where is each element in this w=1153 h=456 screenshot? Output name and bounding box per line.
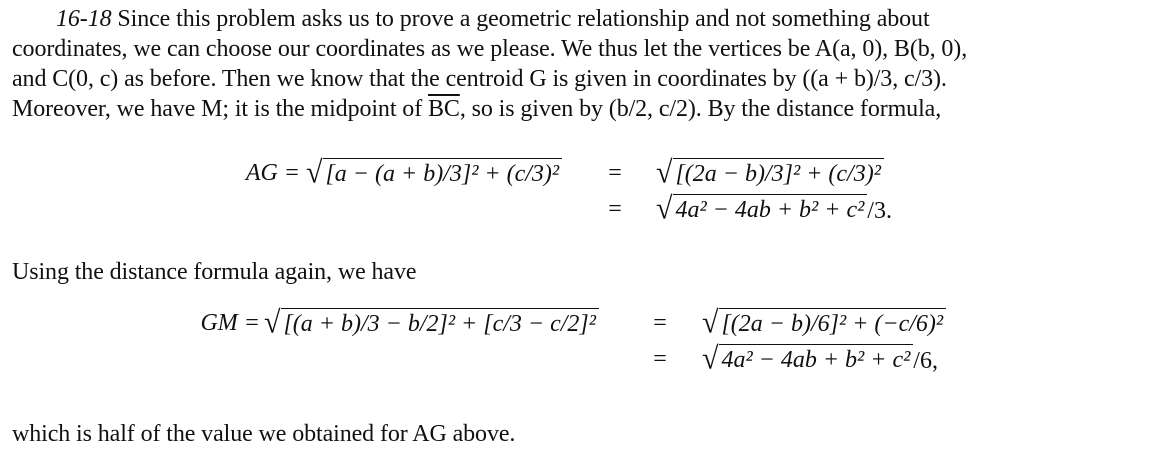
equation-ag-row2-equals: =: [608, 196, 622, 222]
sqrt-gm-row1-right: [702, 305, 946, 340]
sqrt-ag-row1-left: [306, 155, 562, 190]
equation-ag-row1-right: [656, 155, 884, 190]
problem-label: 16-18: [56, 6, 112, 32]
equation-gm-row1-equals: =: [653, 310, 667, 336]
radicand-ag-row2: 4a² − 4ab + b² + c²: [673, 194, 867, 223]
sqrt-gm-row2: [702, 341, 913, 376]
radicand-ag-row1-right: [(2a − b)/3]² + (c/3)²: [673, 158, 883, 187]
equation-ag-row2-after: /3.: [867, 198, 892, 224]
equation-gm: [0, 305, 1153, 380]
closing-paragraph: [12, 419, 1142, 449]
radical-sign: √: [656, 191, 673, 226]
closing-text: which is half of the value we obtained for AG above.: [12, 421, 516, 447]
equation-gm-row2-equals: =: [653, 346, 667, 372]
segment-bc-overline: $\overline{BC}$: [428, 96, 460, 122]
equation-ag-row1-left: [306, 155, 562, 190]
radical-sign: √: [656, 155, 673, 190]
equation-gm-row2: [702, 341, 938, 376]
radicand-gm-row1-left: [(a + b)/3 − b/2]² + [c/3 − c/2]²: [281, 308, 599, 337]
radicand-gm-row1-right: [(2a − b)/6]² + (−c/6)²: [719, 308, 946, 337]
intro-line-4: [12, 94, 1142, 124]
middle-paragraph: [12, 257, 1142, 287]
intro-line-1: [12, 4, 1142, 34]
equation-gm-lhs: GM =: [200, 310, 260, 336]
equation-ag-lhs: AG =: [245, 160, 300, 186]
radical-sign: √: [264, 305, 281, 340]
intro-line-2: coordinates, we can choose our coordinates as we please. We thus let the vertices be A(a, 0), B(b, 0),: [12, 36, 968, 62]
equation-gm-row1-left: [264, 305, 599, 340]
middle-text: Using the distance formula again, we have: [12, 259, 417, 285]
radicand-ag-row1-left: [a − (a + b)/3]² + (c/3)²: [323, 158, 562, 187]
sqrt-gm-row1-left: [264, 305, 599, 340]
sqrt-ag-row1-right: [656, 155, 884, 190]
intro-line-3: and C(0, c) as before. Then we know that the centroid G is given in coordinates by ((a + b)/3, c/3).: [12, 66, 947, 92]
intro-paragraph: [12, 4, 1142, 124]
radical-sign: √: [306, 155, 323, 190]
equation-gm-row1-right: [702, 305, 946, 340]
radicand-gm-row2: 4a² − 4ab + b² + c²: [719, 344, 913, 373]
radical-sign: √: [702, 305, 719, 340]
equation-gm-row2-after: /6,: [913, 348, 938, 374]
radical-sign: √: [702, 341, 719, 376]
intro-line-1-text: Since this problem asks us to prove a geometric relationship and not something about: [111, 6, 930, 32]
equation-ag-row2: [656, 191, 892, 226]
intro-line-4-pre: Moreover, we have M; it is the midpoint of: [12, 96, 428, 122]
equation-ag-row1-equals: =: [608, 160, 622, 186]
equation-ag: [0, 155, 1153, 230]
intro-line-4-post: , so is given by (b/2, c/2). By the distance formula,: [459, 96, 942, 122]
sqrt-ag-row2: [656, 191, 867, 226]
